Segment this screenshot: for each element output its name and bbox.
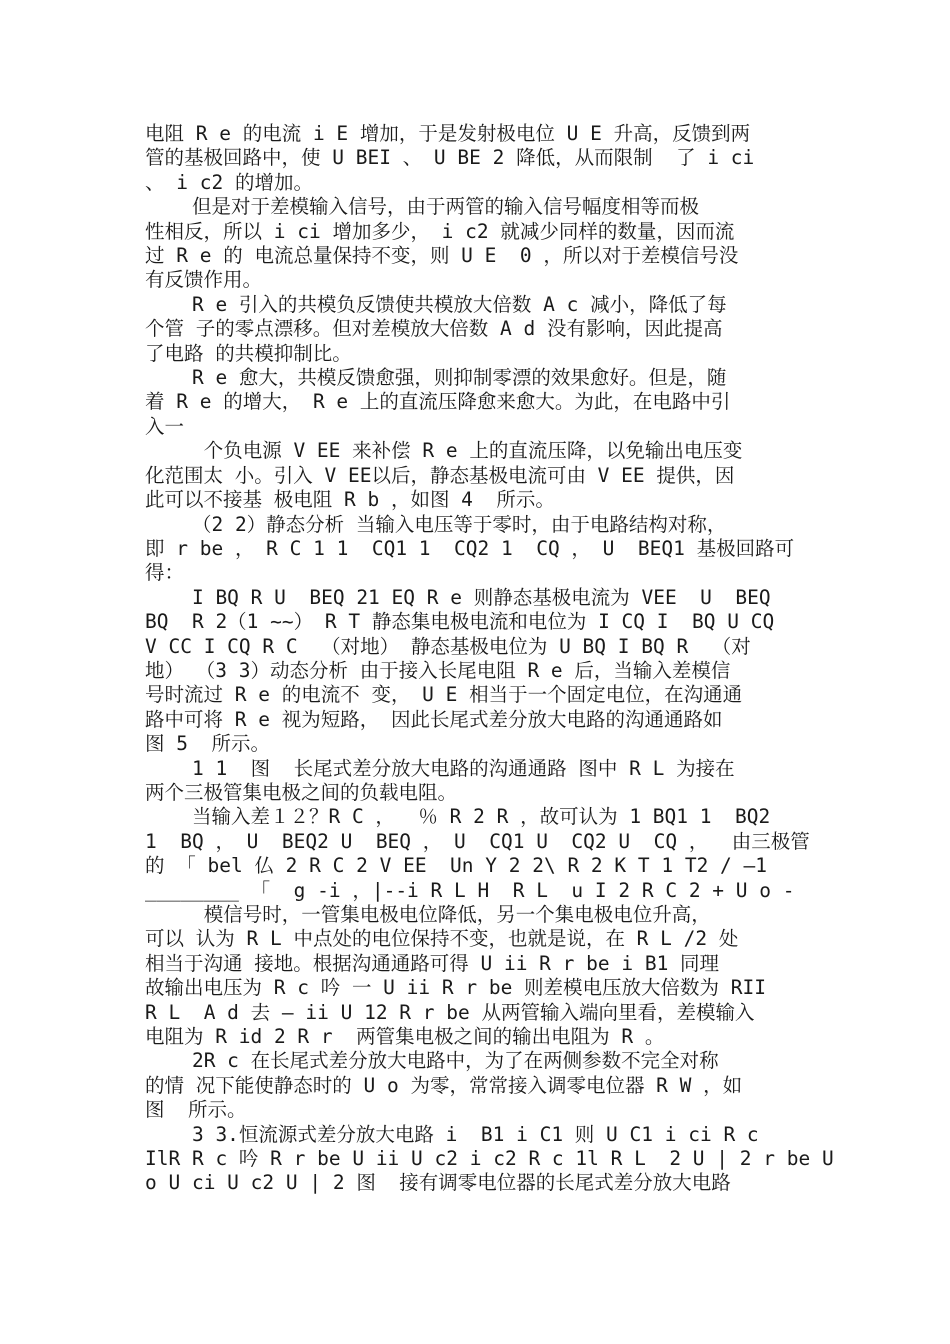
text-line: 相当于沟通 接地。根据沟通通路可得 U ii R r be i B1 同理 xyxy=(145,951,720,975)
text-line: R e 愈大，共模反馈愈强，则抑制零漂的效果愈好。但是，随 xyxy=(145,366,727,390)
text-line: 入一 xyxy=(145,414,185,438)
text-line: 、 i c2 的增加。 xyxy=(145,170,313,194)
document-body xyxy=(145,122,834,1196)
text-line: 路中可将 R e 视为短路， 因此长尾式差分放大电路的沟通通路如 xyxy=(145,707,723,731)
text-line: 图 5 所示。 xyxy=(145,732,270,756)
text-line: （2 2）静态分析 当输入电压等于零时，由于电路结构对称， xyxy=(145,512,727,536)
text-line: o U ci U c2 U | 2 图 接有调零电位器的长尾式差分放大电路 xyxy=(145,1171,731,1195)
text-line: V CC I CQ R C （对地） 静态基极电位为 U BQ I BQ R （对 xyxy=(145,634,751,658)
text-line: 得： xyxy=(145,561,185,585)
text-line: 地） （3 3）动态分析 由于接入长尾电阻 R e 后，当输入差模信 xyxy=(145,658,731,682)
text-line: 过 R e 的 电流总量保持不变，则 U E 0 ，所以对于差模信号没 xyxy=(145,244,739,268)
text-line: 的情 况下能使静态时的 U o 为零，常常接入调零电位器 R W ，如 xyxy=(145,1073,743,1097)
text-line: 着 R e 的增大， R e 上的直流压降愈来愈大。为此，在电路中引 xyxy=(145,390,731,414)
text-line: IlR R c 吟 R r be U ii U c2 i c2 R c 1l R L 2 U | 2 r be U xyxy=(145,1147,834,1171)
text-line: ________ 「 g -i ，|--i R L H R L u I 2 R C 2 + U o - xyxy=(145,878,795,902)
text-line: 模信号时，一管集电极电位降低，另一个集电极电位升高， xyxy=(145,903,711,926)
text-line: 2R c 在长尾式差分放大电路中，为了在两侧参数不完全对称 xyxy=(145,1049,719,1073)
text-line: 图 所示。 xyxy=(145,1098,247,1122)
text-line: 1 1 图 长尾式差分放大电路的沟通通路 图中 R L 为接在 xyxy=(145,756,735,780)
text-line: 但是对于差模输入信号，由于两管的输入信号幅度相等而极 xyxy=(145,195,699,219)
text-line: 可以 认为 R L 中点处的电位保持不变，也就是说，在 R L /2 处 xyxy=(145,927,739,951)
text-line: 1 BQ ， U BEQ2 U BEQ ， U CQ1 U CQ2 U CQ ， 由三极管 xyxy=(145,829,810,853)
text-line: 当输入差１２？R C ， ％ R 2 R ，故可认为 1 BQ1 1 BQ2 xyxy=(145,805,771,829)
text-line: 化范围太 小。引入 V EE以后，静态基极电流可由 V EE 提供，因 xyxy=(145,463,735,487)
text-line: 了电路 的共模抑制比。 xyxy=(145,341,352,365)
text-line: 即 r be ， R C 1 1 CQ1 1 CQ2 1 CQ ， U BEQ1 基极回路可 xyxy=(145,536,795,560)
text-line: 电阻为 R id 2 R r 两管集电极之间的输出电阻为 R 。 xyxy=(145,1025,665,1049)
text-line: 故输出电压为 R c 吟 一 U ii R r be 则差模电压放大倍数为 RII xyxy=(145,976,767,1000)
text-line: R L A d 去 — ii U 12 R r be 从两管输入端向里看，差模输入 xyxy=(145,1000,755,1024)
text-line: 性相反，所以 i ci 增加多少， i c2 就减少同样的数量，因而流 xyxy=(145,219,735,243)
text-line: 管的基极回路中，使 U BEI 、 U BE 2 降低，从而限制 了 i ci xyxy=(145,146,755,170)
text-line: 的 「 bel 仏 2 R C 2 V EE Un Y 2 2\ R 2 K T 1 T2 / —1 xyxy=(145,854,768,878)
text-line: 个负电源 V EE 来补偿 R e 上的直流压降，以免输出电压变 xyxy=(145,439,743,463)
text-line: BQ R 2（1 ~~） R T 静态集电极电流和电位为 I CQ I BQ U CQ xyxy=(145,610,775,634)
text-line: 有反馈作用。 xyxy=(145,268,263,292)
text-line: 号时流过 R e 的电流不 变， U E 相当于一个固定电位，在沟通通 xyxy=(145,683,743,707)
text-line: 此可以不接基 极电阻 R b ，如图 4 所示。 xyxy=(145,488,555,512)
text-line: 两个三极管集电极之间的负载电阻。 xyxy=(145,780,458,804)
text-line: 电阻 R e 的电流 i E 增加，于是发射极电位 U E 升高，反馈到两 xyxy=(145,122,751,145)
text-line: R e 引入的共模负反馈使共模放大倍数 A c 减小，降低了每 xyxy=(145,292,727,316)
text-line: I BQ R U BEQ 21 EQ R e 则静态基极电流为 VEE U BEQ xyxy=(145,585,771,609)
text-line: 个管 子的零点漂移。但对差模放大倍数 A d 没有影响，因此提高 xyxy=(145,317,723,341)
text-line: 3 3.恒流源式差分放大电路 i B1 i C1 则 U C1 i ci R c xyxy=(145,1122,759,1146)
